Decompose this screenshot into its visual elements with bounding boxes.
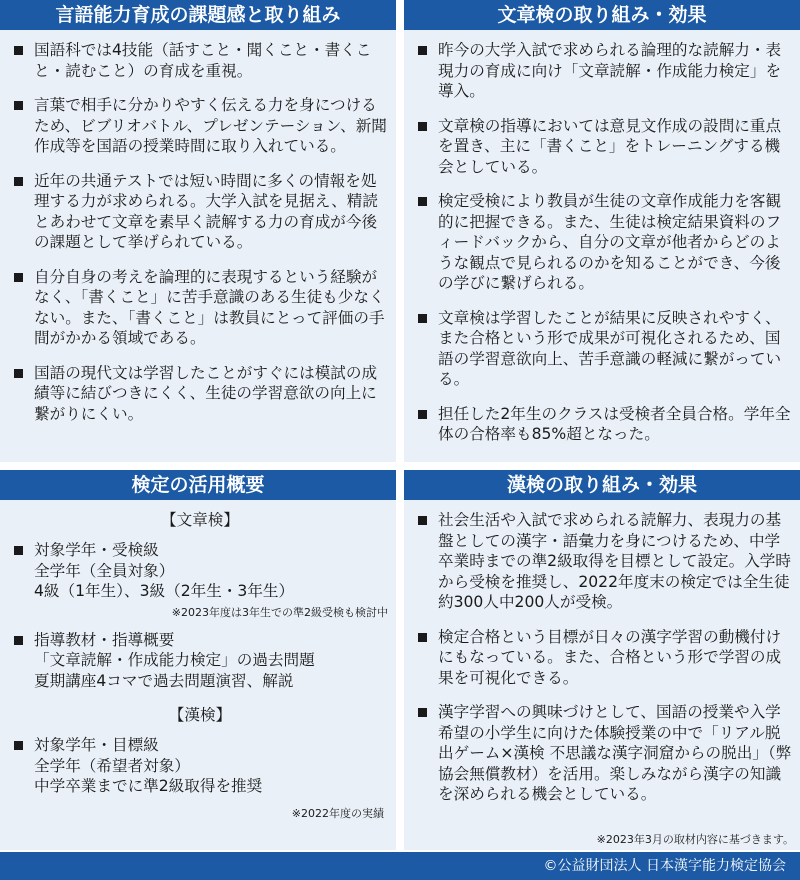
panel-kanken-effects bbox=[404, 470, 800, 850]
bullet-square-icon bbox=[418, 122, 427, 131]
bullet-square-icon bbox=[14, 636, 23, 645]
bullet-square-icon bbox=[418, 410, 427, 419]
list-item: 指導教材・指導概要 「文章読解・作成能力検定」の過去問題 夏期講座4コマで過去問題演習、解説 bbox=[12, 630, 388, 692]
list-item: 検定受検により教員が生徒の文章作成能力を客観的に把握できる。また、生徒は検定結果資料のフィードバックから、自分の文章が他者からどのような観点で見られるのかを知ることができ、今後の学びに繋げられる。 bbox=[416, 191, 792, 294]
bullet-square-icon bbox=[418, 197, 427, 206]
bullet-square-icon bbox=[418, 46, 427, 55]
bullet-square-icon bbox=[14, 546, 23, 555]
list-item: 言葉で相手に分かりやすく伝える力を身につけるため、ビブリオバトル、プレゼンテーション、新聞作成等を国語の授業時間に取り入れている。 bbox=[12, 95, 388, 157]
bullet-square-icon bbox=[418, 314, 427, 323]
bullet-square-icon bbox=[14, 369, 23, 378]
list-item: 文章検は学習したことが結果に反映されやすく、また合格という形で成果が可視化されるため、国語の学習意欲向上、苦手意識の軽減に繋がっている。 bbox=[416, 308, 792, 390]
bullet-square-icon bbox=[14, 741, 23, 750]
list-item: 昨今の大学入試で求められる論理的な読解力・表現力の育成に向け「文章読解・作成能力検定」を導入。 bbox=[416, 40, 792, 102]
source-note: ※2023年3月の取材内容に基づきます。 bbox=[596, 833, 794, 846]
panel-title: 言語能力育成の課題感と取り組み bbox=[0, 0, 396, 30]
list-item: 文章検の指導においては意見文作成の設問に重点を置き、主に「書くこと」をトレーニングする機会としている。 bbox=[416, 116, 792, 178]
footnote: ※2022年度の実績 bbox=[291, 806, 384, 820]
list-item: 対象学年・受検級 全学年（全員対象） 4級（1年生）、3級（2年生・3年生） bbox=[12, 540, 388, 602]
list-item: 検定合格という目標が日々の漢字学習の動機付けにもなっている。また、合格という形で学習の成果を可視化できる。 bbox=[416, 627, 792, 689]
panel-title: 検定の活用概要 bbox=[0, 470, 396, 500]
bullet-square-icon bbox=[14, 101, 23, 110]
footnote: ※2023年度は3年生での準2級受検も検討中 bbox=[171, 605, 388, 619]
list-item: 国語の現代文は学習したことがすぐには模試の成績等に結びつきにくく、生徒の学習意欲の向上に繋がりにくい。 bbox=[12, 363, 388, 425]
panel-bunshoken-effects bbox=[404, 0, 800, 462]
panel-title: 文章検の取り組み・効果 bbox=[404, 0, 800, 30]
bullet-square-icon bbox=[418, 708, 427, 717]
list-item: 近年の共通テストでは短い時間に多くの情報を処理する力が求められる。大学入試を見据え、精読とあわせて文章を素早く読解する力の育成が今後の課題として挙げられている。 bbox=[12, 171, 388, 253]
section-heading: 【文章検】 bbox=[161, 511, 239, 529]
section-heading: 【漢検】 bbox=[168, 706, 232, 724]
list-item: 国語科では4技能（話すこと・聞くこと・書くこと・読むこと）の育成を重視。 bbox=[12, 40, 388, 81]
panel-usage-overview bbox=[0, 470, 396, 850]
bullet-square-icon bbox=[14, 273, 23, 282]
list-item: 対象学年・目標級 全学年（希望者対象） 中学卒業までに準2級取得を推奨 bbox=[12, 735, 388, 797]
footer-copyright: ©公益財団法人 日本漢字能力検定協会 bbox=[0, 852, 800, 880]
bullet-square-icon bbox=[418, 516, 427, 525]
list-item: 社会生活や入試で求められる読解力、表現力の基盤としての漢字・語彙力を身につけるため、中学卒業時までの準2級取得を目標として設定。入学時から受検を推奨し、2022年度末の検定では全生徒約300人中200人が受検。 bbox=[416, 510, 792, 613]
bullet-square-icon bbox=[14, 177, 23, 186]
list-item: 自分自身の考えを論理的に表現するという経験がなく、「書くこと」に苦手意識のある生徒も少なくない。また、「書くこと」は教員にとって評価の手間がかかる領域である。 bbox=[12, 267, 388, 349]
bullet-square-icon bbox=[14, 46, 23, 55]
panel-title: 漢検の取り組み・効果 bbox=[404, 470, 800, 500]
list-item: 担任した2年生のクラスは受検者全員合格。学年全体の合格率も85%超となった。 bbox=[416, 404, 792, 445]
panel-language-issues bbox=[0, 0, 396, 462]
bullet-square-icon bbox=[418, 633, 427, 642]
list-item: 漢字学習への興味づけとして、国語の授業や入学希望の小学生に向けた体験授業の中で「リアル脱出ゲーム×漢検 不思議な漢字洞窟からの脱出」（弊協会無償教材）を活用。楽しみながら漢字の知識を深められる機会としている。 bbox=[416, 702, 792, 805]
